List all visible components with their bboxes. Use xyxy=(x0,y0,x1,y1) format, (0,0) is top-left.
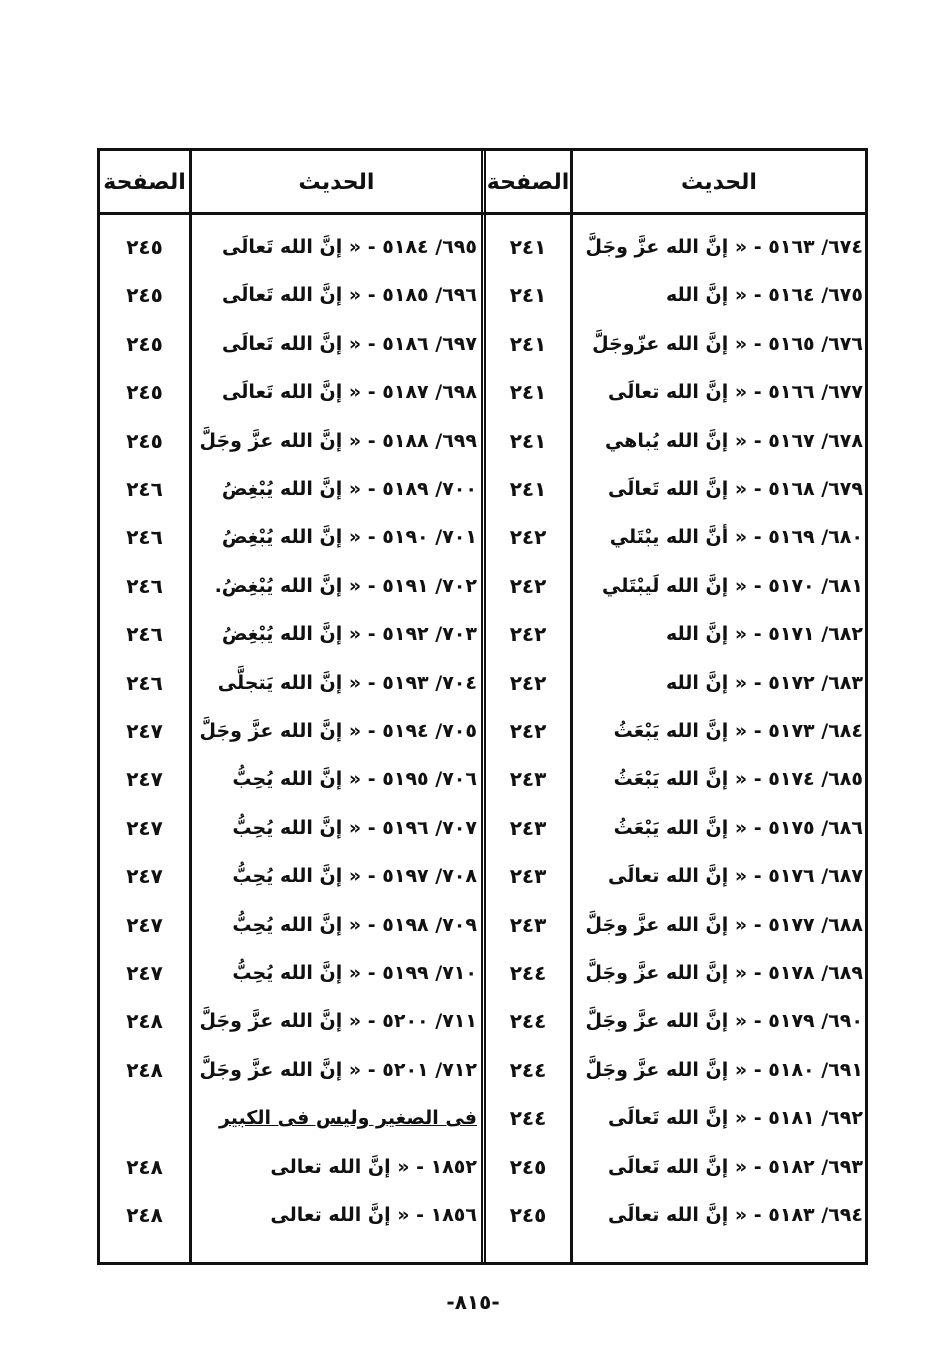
hadith-entry: ٧٠٨/ ٥١٩٧ - « إنَّ الله يُحِبُّ xyxy=(232,865,477,888)
table-row xyxy=(100,659,865,707)
hadith-entry: ٦٩٥/ ٥١٨٤ - « إنَّ الله تَعالَى xyxy=(222,236,477,258)
page-number-cell: ٢٤٤ xyxy=(509,1106,547,1131)
page-number-cell: ٢٤٢ xyxy=(509,670,547,695)
table-row xyxy=(100,1094,865,1142)
table-row xyxy=(100,465,865,513)
hadith-entry: ٦٨٥/ ٥١٧٤ - « إنَّ الله يَبْعَثُ xyxy=(613,768,863,791)
table-row xyxy=(100,513,865,561)
page-number-cell: ٢٤٨ xyxy=(126,1154,163,1179)
page-number-cell: ٢٤٣ xyxy=(509,815,547,840)
page-number-cell: ٢٤١ xyxy=(509,235,547,259)
hadith-entry: ٦٩٢/ ٥١٨١ - « إنَّ الله تَعالَى xyxy=(608,1107,863,1130)
table-row xyxy=(100,804,865,852)
hadith-entry: ٦٩١/ ٥١٨٠ - « إنَّ الله عزَّ وجَلَّ xyxy=(585,1058,863,1081)
page-number-cell: ٢٤١ xyxy=(509,380,547,405)
hadith-entry: ٦٩٩/ ٥١٨٨ - « إنَّ الله عزَّ وجَلَّ xyxy=(199,429,477,452)
page-number: -٨١٥- xyxy=(446,1290,500,1314)
page-number-cell: ٢٤٧ xyxy=(126,815,163,840)
hadith-entry: ٧٠٣/ ٥١٩٢ - « إنَّ الله يُبْغِضُ xyxy=(221,623,477,646)
page-number-cell: ٢٤٥ xyxy=(509,1154,547,1179)
hadith-entry: ٧٠٢/ ٥١٩١ - « إنَّ الله يُبْغِضُ. xyxy=(214,574,477,597)
table-row xyxy=(100,223,865,271)
table-row xyxy=(100,755,865,803)
hadith-entry: ١٨٥٦ - « إنَّ الله تعالى xyxy=(270,1204,477,1226)
hadith-entry: ٧٠٦/ ٥١٩٥ - « إنَّ الله يُحِبُّ xyxy=(232,768,477,791)
hadith-entry: ٦٩٧/ ٥١٨٦ - « إنَّ الله تَعالَى xyxy=(222,332,477,355)
page-number-cell: ٢٤٦ xyxy=(126,525,163,550)
page-number-cell: ٢٤٦ xyxy=(126,622,163,647)
page-number-cell: ٢٤٥ xyxy=(126,283,163,308)
page-number-cell: ٢٤٧ xyxy=(126,961,163,985)
table-row xyxy=(100,852,865,900)
page-number-cell: ٢٤١ xyxy=(509,428,547,453)
hadith-entry: ٧٠٧/ ٥١٩٦ - « إنَّ الله يُحِبُّ xyxy=(232,816,477,839)
table-row xyxy=(100,707,865,755)
header-page-right: الصفحة xyxy=(486,169,570,195)
page-number-cell: ٢٤٢ xyxy=(509,573,547,598)
page-number-cell xyxy=(100,1094,189,1142)
page-number-cell: ٢٤١ xyxy=(509,477,547,501)
hadith-entry: ٦٨٢/ ٥١٧١ - « إنَّ الله xyxy=(665,623,863,646)
page-number-cell: ٢٤٤ xyxy=(509,961,547,985)
page-number-cell: ٢٤٨ xyxy=(126,1203,163,1227)
index-table xyxy=(97,148,868,1265)
hadith-entry: ٦٩٣/ ٥١٨٢ - « إنَّ الله تَعالَى xyxy=(608,1155,863,1178)
page-number-cell: ٢٤٦ xyxy=(126,670,163,695)
page-number-cell: ٢٤١ xyxy=(509,283,547,308)
page-number-cell: ٢٤٥ xyxy=(126,331,163,356)
header-hadith-right: الحديث xyxy=(681,169,757,195)
page-number-cell: ٢٤٦ xyxy=(126,477,163,501)
hadith-entry: ٦٧٩/ ٥١٦٨ - « إنَّ الله تَعالَى xyxy=(608,478,863,500)
page-number-cell: ٢٤٤ xyxy=(509,1057,547,1082)
table-row xyxy=(100,368,865,416)
hadith-entry: ٦٩٤/ ٥١٨٣ - « إنَّ الله تعالَى xyxy=(608,1204,863,1226)
page-number-cell: ٢٤٥ xyxy=(126,235,163,259)
table-row xyxy=(100,997,865,1045)
page-number-cell: ٢٤٧ xyxy=(126,912,163,937)
hadith-entry: ٦٧٥/ ٥١٦٤ - « إنَّ الله xyxy=(665,284,863,307)
hadith-entry: ٦٨٩/ ٥١٧٨ - « إنَّ الله عزَّ وجَلَّ xyxy=(585,962,863,984)
hadith-entry: ١٨٥٢ - « إنَّ الله تعالى xyxy=(270,1155,477,1178)
hadith-entry: ٦٧٨/ ٥١٦٧ - « إنَّ الله يُباهي xyxy=(604,429,863,452)
hadith-entry: ٦٨٦/ ٥١٧٥ - « إنَّ الله يَبْعَثُ xyxy=(613,816,863,839)
hadith-entry: ٦٩٠/ ٥١٧٩ - « إنَّ الله عزَّ وجَلَّ xyxy=(585,1010,863,1033)
hadith-entry: ٧٠٤/ ٥١٩٣ - « إنَّ الله يَتجلَّى xyxy=(217,671,477,694)
page-number-cell: ٢٤٤ xyxy=(509,1009,547,1034)
table-row xyxy=(100,901,865,949)
page-number-cell: ٢٤١ xyxy=(509,331,547,356)
page-number-cell: ٢٤٥ xyxy=(509,1203,547,1227)
hadith-entry: ٧٠٠/ ٥١٨٩ - « إنَّ الله يُبْغِضُ xyxy=(221,478,477,500)
page-number-cell: ٢٤٣ xyxy=(509,767,547,792)
hadith-entry: ٧٠٥/ ٥١٩٤ - « إنَّ الله عزَّ وجَلَّ xyxy=(199,720,477,742)
table-row xyxy=(100,1191,865,1239)
hadith-entry: ٧٠١/ ٥١٩٠ - « إنَّ الله يُبْغِضُ xyxy=(221,526,477,549)
hadith-entry: ٧٠٩/ ٥١٩٨ - « إنَّ الله يُحِبُّ xyxy=(232,913,477,936)
hadith-entry: ٦٧٧/ ٥١٦٦ - « إنَّ الله تعالَى xyxy=(608,381,863,404)
hadith-entry: ٦٧٦/ ٥١٦٥ - « إنَّ الله عزّوجَلَّ xyxy=(592,332,863,355)
hadith-entry: ٦٨٧/ ٥١٧٦ - « إنَّ الله تعالَى xyxy=(608,865,863,888)
hadith-entry: ٧١٠/ ٥١٩٩ - « إنَّ الله يُحِبُّ xyxy=(232,962,477,984)
hadith-entry: ٦٧٤/ ٥١٦٣ - « إنَّ الله عزَّ وجَلَّ xyxy=(585,236,863,258)
hadith-entry: ٧١١/ ٥٢٠٠ - « إنَّ الله عزَّ وجَلَّ xyxy=(199,1010,477,1033)
page-number-cell: ٢٤٧ xyxy=(126,719,163,743)
page-number-cell: ٢٤٧ xyxy=(126,864,163,889)
page-number-cell: ٢٤٢ xyxy=(509,525,547,550)
hadith-entry: ٦٨٤/ ٥١٧٣ - « إنَّ الله يَبْعَثُ xyxy=(613,720,863,742)
table-row xyxy=(100,1143,865,1191)
table-row xyxy=(100,271,865,319)
hadith-entry: ٦٨٨/ ٥١٧٧ - « إنَّ الله عزَّ وجَلَّ xyxy=(585,913,863,936)
page-number-cell: ٢٤٣ xyxy=(509,864,547,889)
header-page-left: الصفحة xyxy=(103,169,186,195)
page-number-cell: ٢٤٥ xyxy=(126,380,163,405)
page-number-cell: ٢٤٦ xyxy=(126,573,163,598)
table-row xyxy=(100,949,865,997)
hadith-entry: ٦٨٣/ ٥١٧٢ - « إنَّ الله xyxy=(665,671,863,694)
table-row xyxy=(100,320,865,368)
section-heading: فى الصغير وليس فى الكبير xyxy=(218,1107,477,1130)
hadith-entry: ٦٨٠/ ٥١٦٩ - « أنَّ الله يبْتَلي xyxy=(609,526,863,549)
table-row xyxy=(100,1046,865,1094)
table-row xyxy=(100,417,865,465)
page-number-cell: ٢٤٢ xyxy=(509,622,547,647)
page-number-cell: ٢٤٧ xyxy=(126,767,163,792)
page-number-cell: ٢٤٨ xyxy=(126,1057,163,1082)
hadith-entry: ٦٨١/ ٥١٧٠ - « إنَّ الله لَيبْتَلي xyxy=(601,574,863,597)
table-row xyxy=(100,610,865,658)
page-number-cell: ٢٤٢ xyxy=(509,719,547,743)
page-number-cell: ٢٤٥ xyxy=(126,428,163,453)
hadith-entry: ٦٩٦/ ٥١٨٥ - « إنَّ الله تَعالَى xyxy=(222,284,477,307)
table-row xyxy=(100,562,865,610)
page-number-cell: ٢٤٨ xyxy=(126,1009,163,1034)
header-hadith-left: الحديث xyxy=(298,169,375,195)
hadith-entry: ٧١٢/ ٥٢٠١ - « إنَّ الله عزَّ وجَلَّ xyxy=(199,1058,477,1081)
hadith-entry: ٦٩٨/ ٥١٨٧ - « إنَّ الله تَعالَى xyxy=(222,381,477,404)
page-number-cell: ٢٤٣ xyxy=(509,912,547,937)
